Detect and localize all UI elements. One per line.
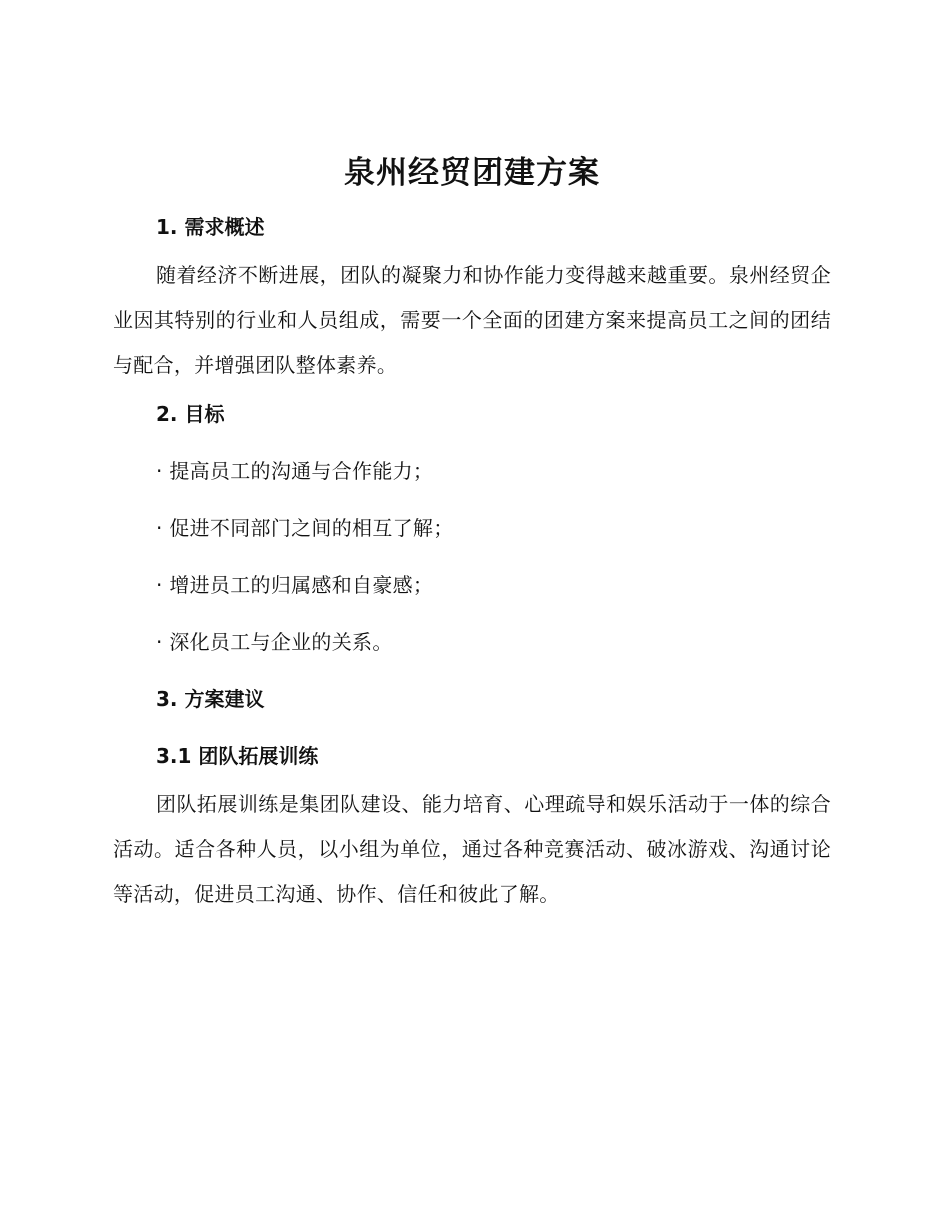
team-training-paragraph: 团队拓展训练是集团队建设、能力培育、心理疏导和娱乐活动于一体的综合活动。适合各种人员，以小组为单位，通过各种竞赛活动、破冰游戏、沟通讨论等活动，促进员工沟通、协作、信任和彼此了解。 (113, 792, 831, 906)
spacer (113, 772, 831, 782)
spacer (113, 601, 831, 626)
goal-bullet-item: · 深化员工与企业的关系。 (156, 630, 393, 654)
goal-bullet-item: · 增进员工的归属感和自豪感； (156, 573, 434, 597)
goal-bullet-item: · 促进不同部门之间的相互了解； (156, 516, 454, 540)
spacer (113, 430, 831, 455)
spacer (113, 487, 831, 512)
document-body (113, 145, 831, 917)
spacer (113, 388, 831, 398)
section-heading-proposal: 3. 方案建议 (156, 687, 265, 711)
spacer (113, 243, 831, 253)
section-heading-goals: 2. 目标 (156, 402, 225, 426)
spacer (113, 658, 831, 683)
goal-bullet-item: · 提高员工的沟通与合作能力； (156, 459, 434, 483)
subsection-heading-team-training: 3.1 团队拓展训练 (156, 744, 319, 768)
spacer (113, 715, 831, 740)
requirements-paragraph: 随着经济不断进展，团队的凝聚力和协作能力变得越来越重要。泉州经贸企业因其特别的行业和人员组成，需要一个全面的团建方案来提高员工之间的团结与配合，并增强团队整体素养。 (113, 263, 831, 377)
spacer (113, 201, 831, 211)
spacer (113, 544, 831, 569)
page-title: 泉州经贸团建方案 (344, 155, 600, 191)
section-heading-requirements: 1. 需求概述 (156, 215, 265, 239)
